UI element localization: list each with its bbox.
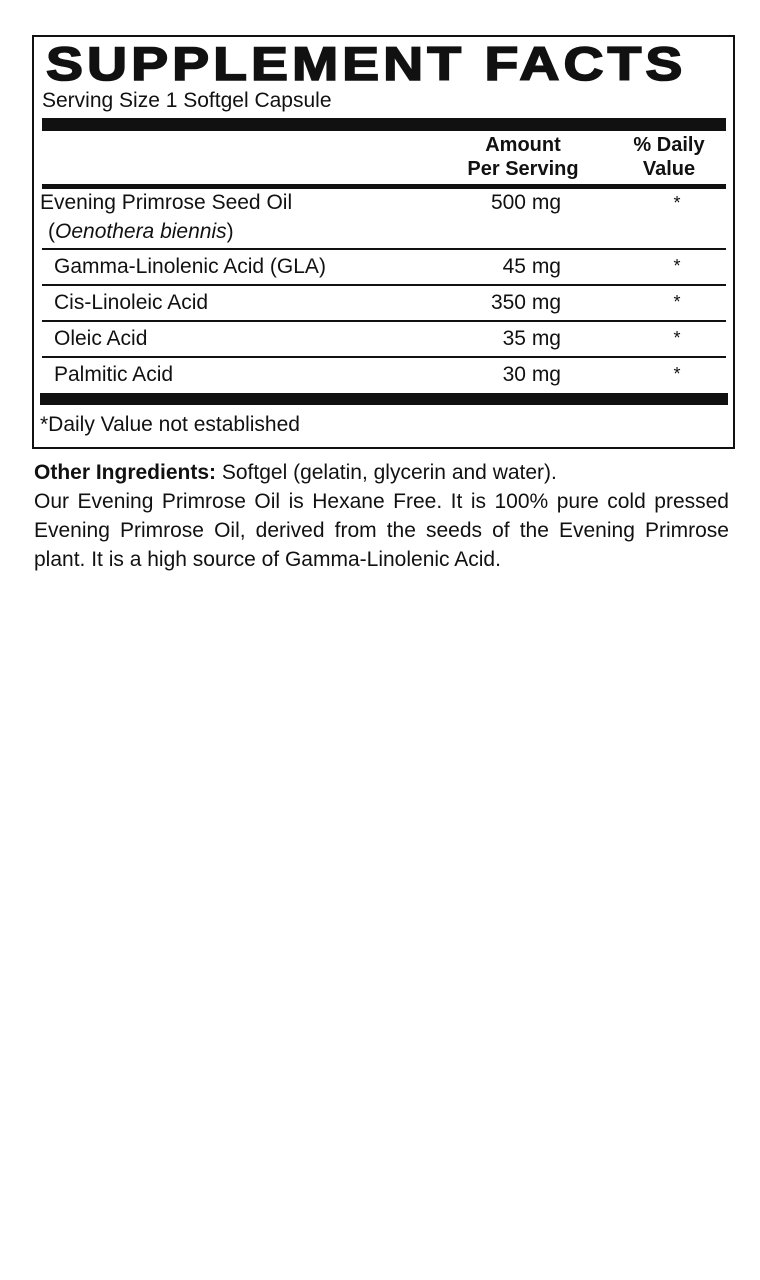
- ingredient-daily-value: *: [673, 256, 681, 276]
- ingredient-daily-value: *: [673, 193, 681, 213]
- ingredient-name: Evening Primrose Seed Oil: [40, 191, 293, 214]
- other-ingredients-text: Softgel (gelatin, glycerin and water).: [216, 461, 557, 484]
- latin-name-italic: Oenothera biennis: [55, 220, 227, 243]
- thick-divider-top: [42, 118, 726, 131]
- column-header-daily-value: [619, 133, 719, 181]
- daily-value-footnote: *Daily Value not established: [40, 413, 300, 436]
- ingredient-amount: 45 mg: [502, 255, 561, 278]
- ingredient-name: Oleic Acid: [54, 327, 148, 350]
- column-header-dv-line1: % Daily: [633, 134, 705, 156]
- other-ingredients-section: [34, 458, 729, 574]
- other-ingredients: [34, 458, 729, 487]
- ingredient-latin-name: (Oenothera biennis): [48, 220, 234, 243]
- column-header-amount-line2: Per Serving: [467, 158, 579, 180]
- thick-divider-bottom: [40, 393, 728, 405]
- column-header-amount: [452, 133, 594, 181]
- table-row: [42, 286, 726, 321]
- panel-title: SUPPLEMENT FACTS: [46, 37, 687, 90]
- other-ingredients-label: Other Ingredients:: [34, 461, 217, 484]
- column-header-dv-line2: Value: [642, 158, 696, 180]
- ingredient-amount: 500 mg: [490, 191, 561, 214]
- ingredient-amount: 35 mg: [502, 327, 561, 350]
- column-header-amount-line1: Amount: [485, 134, 561, 156]
- ingredient-daily-value: *: [673, 328, 681, 348]
- product-description: Our Evening Primrose Oil is Hexane Free. It is 100% pure cold pressed Evening Primrose Oil, derived from the seeds of the Evening Primrose plant. It is a high source of Gamma-Linolenic Acid.: [34, 490, 729, 571]
- table-row: [42, 322, 726, 357]
- serving-size: Serving Size 1 Softgel Capsule: [42, 89, 332, 112]
- table-row: [42, 358, 726, 393]
- ingredient-daily-value: *: [673, 292, 681, 312]
- ingredient-amount: 30 mg: [502, 363, 561, 386]
- table-row: [42, 189, 726, 249]
- ingredient-daily-value: *: [673, 364, 681, 384]
- supplement-facts-panel: [32, 35, 735, 449]
- ingredient-name: Gamma-Linolenic Acid (GLA): [54, 255, 326, 278]
- ingredient-amount: 350 mg: [490, 291, 561, 314]
- table-row: [42, 250, 726, 285]
- ingredient-name: Palmitic Acid: [54, 363, 174, 386]
- ingredient-name: Cis-Linoleic Acid: [54, 291, 209, 314]
